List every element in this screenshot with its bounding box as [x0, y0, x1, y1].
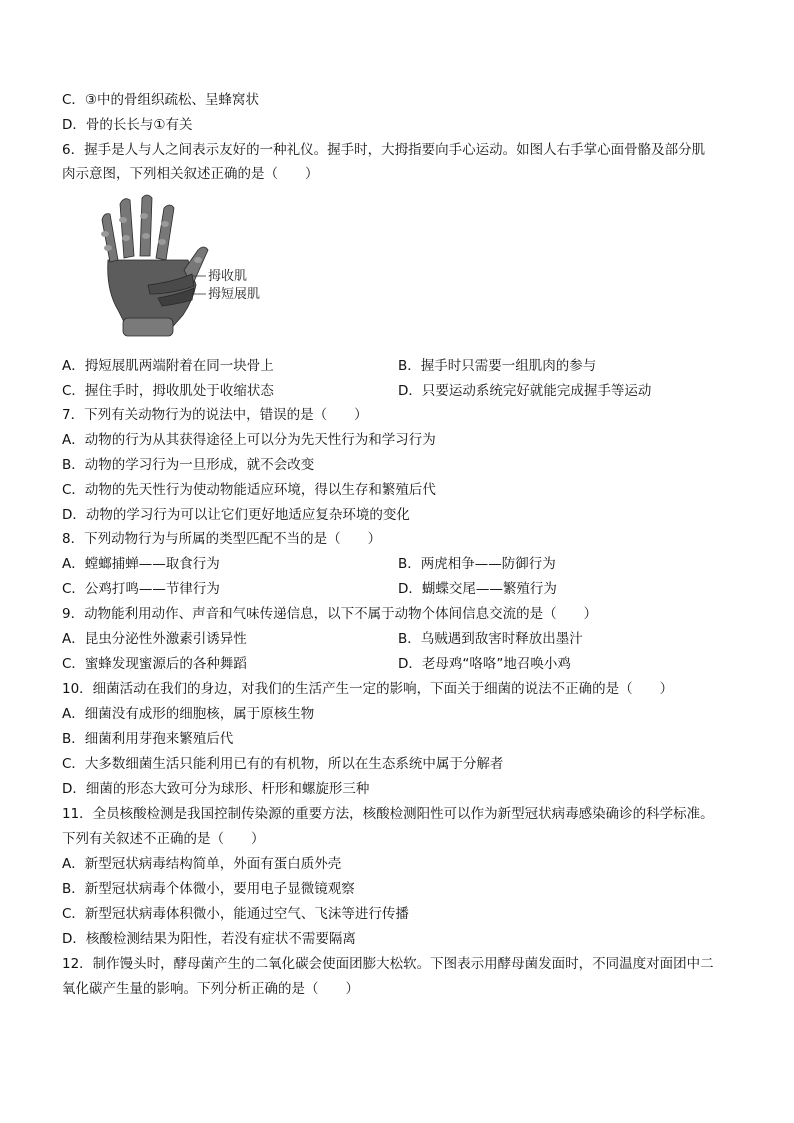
q9-option-c: C．蜜蜂发现蜜源后的各种舞蹈	[62, 656, 247, 672]
q12-stem-line2: 氧化碳产生量的影响。下列分析正确的是（ ）	[62, 981, 359, 997]
q11-option-b: B．新型冠状病毒个体微小，要用电子显微镜观察	[62, 881, 355, 897]
q8-option-b: B．两虎相争——防御行为	[398, 556, 556, 572]
q11-stem-line1: 11．全员核酸检测是我国控制传染源的重要方法，核酸检测阳性可以作为新型冠状病毒感染确诊的科学标准。	[62, 806, 714, 822]
q10-option-d: D．细菌的形态大致可分为球形、杆形和螺旋形三种	[62, 781, 370, 797]
q10-stem: 10．细菌活动在我们的身边，对我们的生活产生一定的影响，下面关于细菌的说法不正确的是（ ）	[62, 681, 674, 697]
q11-stem-line2: 下列有关叙述不正确的是（ ）	[62, 831, 265, 847]
q10-option-a: A．细菌没有成形的细胞核，属于原核生物	[62, 706, 315, 722]
q7-option-a: A．动物的行为从其获得途径上可以分为先天性行为和学习行为	[62, 432, 436, 448]
q7-option-b: B．动物的学习行为一旦形成，就不会改变	[62, 457, 315, 473]
q7-stem: 7．下列有关动物行为的说法中，错误的是（ ）	[62, 407, 368, 423]
q10-option-c: C．大多数细菌生活只能利用已有的有机物，所以在生态系统中属于分解者	[62, 756, 504, 772]
q9-option-d: D．老母鸡“咯咯”地召唤小鸡	[398, 656, 571, 672]
q6-option-a: A．拇短展肌两端附着在同一块骨上	[62, 358, 274, 374]
q6-stem-line1: 6．握手是人与人之间表示友好的一种礼仪。握手时，大拇指要向手心运动。如图人右手掌心面骨骼及部分肌	[62, 142, 706, 158]
figure-label-abductor-pollicis-brevis: 拇短展肌	[208, 287, 261, 302]
q8-stem: 8．下列动物行为与所属的类型匹配不当的是（ ）	[62, 531, 382, 547]
q8-option-d: D．蝴蝶交尾——繁殖行为	[398, 581, 557, 597]
q10-option-b: B．细菌利用芽孢来繁殖后代	[62, 731, 234, 747]
q11-option-c: C．新型冠状病毒体积微小，能通过空气、飞沫等进行传播	[62, 906, 409, 922]
q8-option-c: C．公鸡打鸣——节律行为	[62, 581, 220, 597]
q6-option-d: D．只要运动系统完好就能完成握手等运动	[398, 383, 652, 399]
q6-option-b: B．握手时只需要一组肌肉的参与	[398, 358, 597, 374]
q8-option-a: A．螳螂捕蝉——取食行为	[62, 556, 220, 572]
hand-bones-muscles-figure	[88, 190, 288, 340]
q12-stem-line1: 12．制作馒头时，酵母菌产生的二氧化碳会使面团膨大松软。下图表示用酵母菌发面时，不同温度对面团中二	[62, 956, 714, 972]
q5-option-c: C．③中的骨组织疏松、呈蜂窝状	[62, 92, 260, 108]
q6-stem-line2: 肉示意图，下列相关叙述正确的是（ ）	[62, 166, 319, 182]
q6-option-c: C．握住手时，拇收肌处于收缩状态	[62, 383, 274, 399]
q9-option-a: A．昆虫分泌性外激素引诱异性	[62, 631, 247, 647]
q9-option-b: B．乌贼遇到敌害时释放出墨汁	[398, 631, 583, 647]
q7-option-d: D．动物的学习行为可以让它们更好地适应复杂环境的变化	[62, 507, 410, 523]
q7-option-c: C．动物的先天性行为使动物能适应环境，得以生存和繁殖后代	[62, 482, 436, 498]
q11-option-d: D．核酸检测结果为阳性，若没有症状不需要隔离	[62, 931, 356, 947]
q11-option-a: A．新型冠状病毒结构简单，外面有蛋白质外壳	[62, 856, 342, 872]
figure-label-adductor-pollicis: 拇收肌	[208, 269, 248, 284]
q5-option-d: D．骨的长长与①有关	[62, 117, 193, 133]
q9-stem: 9．动物能利用动作、声音和气味传递信息，以下不属于动物个体间信息交流的是（ ）	[62, 606, 598, 622]
